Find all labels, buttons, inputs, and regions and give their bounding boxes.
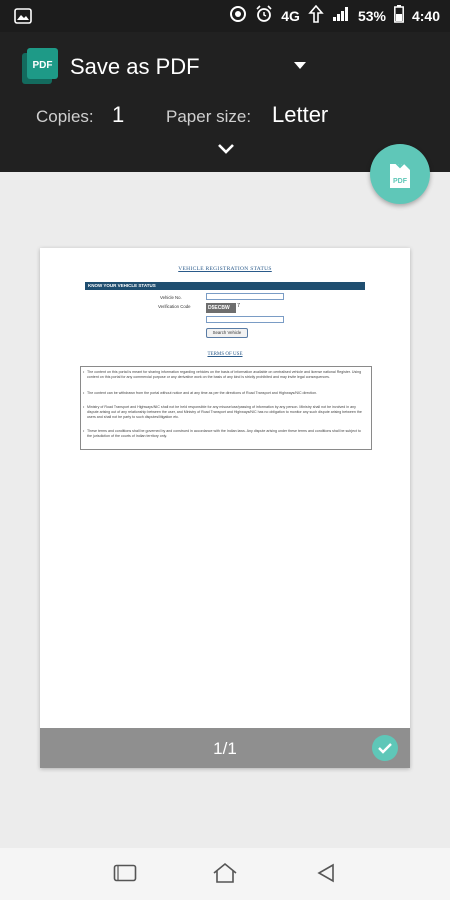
vehicle-no-label: Vehicle No. [160, 295, 182, 300]
clock: 4:40 [411, 8, 440, 24]
alarm-icon [255, 5, 273, 28]
home-icon[interactable] [212, 862, 238, 889]
terms-item: • These terms and conditions shall be governed by and construed in accordance with the Indian laws. Any dispute arising under these terms and conditions shall be subject to the jurisdiction of the courts of Indian territory only. [87, 429, 365, 439]
battery-percent: 53% [357, 8, 386, 24]
terms-item: • Ministry of Road Transport and Highways/NIC shall not be held responsible for any misuse/use/passing of information by any person. Ministry shall not be involved in any dispute arising out of any relationship between the user, and Ministry of Road Transport and Highways/NIC has no obligation to monitor any such dispute arising between the users and shall not be party to such disputes/litigation etc. [87, 405, 365, 421]
document-section-bar [85, 282, 365, 290]
paper-size-value[interactable]: Letter [272, 102, 329, 127]
paper-size-label: Paper size: [166, 107, 252, 126]
page-selected-check-icon[interactable] [372, 735, 398, 761]
terms-item: • The content on this portal is meant for sharing information regarding vehicles on the basis of information available on centralised vehicle and license national Register. Using content on this portal for any commercial purpose or any derivative work on the basis of any kind is strictly prohibited and may invite legal consequences. [87, 370, 365, 380]
pdf-logo-icon [22, 48, 58, 84]
document-section-header: KNOW YOUR VEHICLE STATUS [88, 283, 156, 288]
verification-code-input [206, 316, 284, 323]
terms-title: TERMS OF USE [207, 352, 243, 357]
sync-icon [229, 5, 247, 28]
document-title: VEHICLE REGISTRATION STATUS [178, 266, 272, 272]
search-vehicle-button-preview [206, 328, 248, 338]
vehicle-no-input [206, 293, 284, 300]
captcha-suffix: 7 [237, 303, 241, 309]
expand-options-chevron-icon[interactable] [217, 142, 235, 156]
dropdown-arrow-icon[interactable] [294, 62, 306, 69]
data-saver-icon [308, 5, 324, 28]
terms-item: • The content can be withdrawn from the portal without notice and at any time as per the directions of Road Transport and Highways/NIC direction. [87, 391, 365, 396]
gallery-notification-icon [14, 8, 32, 29]
network-type: 4G [281, 8, 300, 24]
copies-value[interactable]: 1 [112, 102, 125, 127]
save-pdf-button[interactable] [370, 144, 430, 204]
status-bar-right [229, 0, 440, 32]
captcha-text: D5ECBW [208, 305, 230, 311]
destination-selector[interactable]: Save as PDF [70, 54, 200, 79]
search-vehicle-label: Search Vehicle [212, 330, 242, 335]
battery-icon [394, 5, 404, 28]
page-count: 1/1 [213, 739, 237, 758]
page-footer [40, 728, 410, 768]
verification-code-label: Verification Code [158, 304, 191, 309]
page-preview[interactable] [40, 248, 410, 768]
svg-text:PDF: PDF [393, 178, 407, 185]
navigation-bar [0, 848, 450, 900]
signal-icon [332, 6, 350, 27]
svg-text:PDF: PDF [32, 60, 53, 71]
download-pdf-icon [386, 158, 414, 190]
copies-label: Copies: [36, 107, 94, 126]
recent-apps-icon[interactable] [113, 864, 137, 887]
terms-box [80, 366, 372, 450]
status-bar [0, 0, 450, 32]
captcha-image [206, 303, 236, 313]
back-icon[interactable] [316, 863, 336, 888]
